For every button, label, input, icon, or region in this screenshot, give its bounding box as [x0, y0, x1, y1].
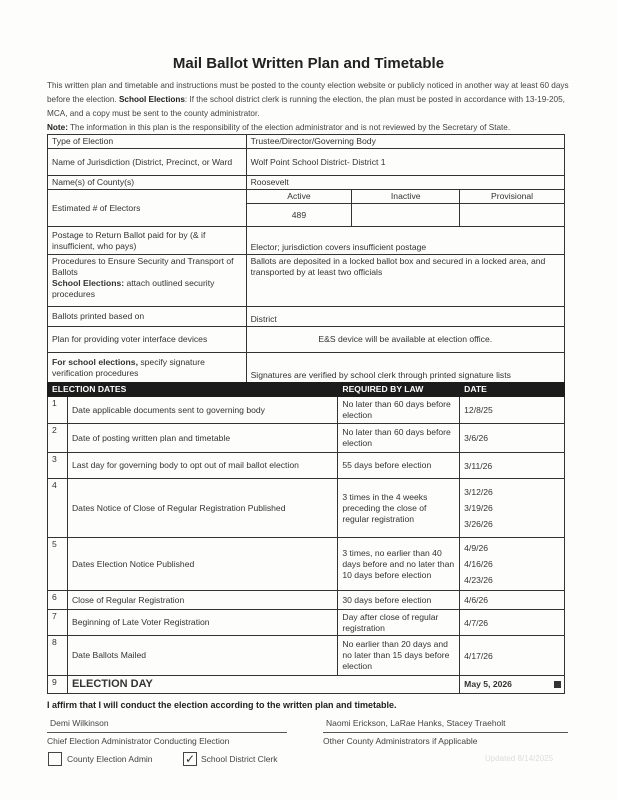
- county-value: Roosevelt: [246, 176, 564, 190]
- row-number: 8: [48, 636, 68, 676]
- row-event: Date of posting written plan and timetable: [67, 424, 337, 453]
- electors-label: Estimated # of Electors: [48, 190, 247, 227]
- row-date: 3/19/26: [464, 503, 493, 513]
- county-label: Name(s) of County(s): [48, 176, 247, 190]
- row-law: 3 times in the 4 weeks preceding the close of regular registration: [338, 479, 460, 538]
- postage-value: Elector; jurisdiction covers insufficient postage: [246, 227, 564, 255]
- row-event: Date Ballots Mailed: [67, 636, 337, 676]
- row-number: 1: [48, 397, 68, 424]
- date-row: [48, 424, 565, 453]
- row-dates: [460, 591, 565, 610]
- date-row: [48, 453, 565, 479]
- election-day-value: May 5, 2026: [464, 679, 512, 689]
- row-number: 7: [48, 610, 68, 636]
- row-dates: [460, 610, 565, 636]
- date-row: [48, 610, 565, 636]
- type-label: Type of Election: [48, 135, 247, 149]
- chief-signature-line: [47, 732, 287, 733]
- date-row: [48, 591, 565, 610]
- school-clerk-checkbox[interactable]: [183, 752, 197, 766]
- provisional-label: Provisional: [460, 190, 565, 204]
- page-title: Mail Ballot Written Plan and Timetable: [172, 55, 445, 72]
- note-bold: Note:: [47, 123, 68, 132]
- dates-header-date: DATE: [460, 383, 565, 397]
- date-row: [48, 397, 565, 424]
- school-clerk-label: School District Clerk: [201, 754, 278, 764]
- row-date: 3/11/26: [464, 460, 493, 471]
- active-label: Active: [246, 190, 352, 204]
- other-label: Other County Administrators if Applicable: [323, 736, 478, 746]
- chief-label: Chief Election Administrator Conducting Election: [47, 736, 230, 746]
- dates-header-event: ELECTION DATES: [48, 383, 338, 397]
- county-admin-checkbox[interactable]: [48, 752, 62, 766]
- scroll-marker-icon: [554, 681, 561, 688]
- other-signature-line: [323, 732, 568, 733]
- row-date: 4/6/26: [464, 595, 489, 605]
- row-law: 30 days before election: [338, 591, 460, 610]
- signature-label-text: specify signature verification procedures: [52, 356, 205, 378]
- election-day-date: [460, 676, 565, 694]
- row-law: 3 times, no earlier than 40 days before and no later than 10 days before election: [338, 538, 460, 591]
- row-dates: [460, 538, 565, 591]
- postage-label: Postage to Return Ballot paid for by (& if insufficient, who pays): [48, 227, 247, 255]
- row-law: No earlier than 20 days and no later than 15 days before election: [338, 636, 460, 676]
- other-names: Naomi Erickson, LaRae Hanks, Stacey Traeholt: [326, 718, 506, 728]
- row-number: 3: [48, 453, 68, 479]
- row-number: 2: [48, 424, 68, 453]
- date-row: [48, 479, 565, 538]
- row-dates: [460, 453, 565, 479]
- procedures-label-text: Procedures to Ensure Security and Transport of Ballots: [52, 256, 234, 277]
- affirm-statement: I affirm that I will conduct the election according to the written plan and timetable.: [47, 700, 397, 710]
- dates-header-law: REQUIRED BY LAW: [338, 383, 460, 397]
- inactive-label: Inactive: [352, 190, 460, 204]
- row-event: Beginning of Late Voter Registration: [67, 610, 337, 636]
- active-value: 489: [246, 204, 352, 227]
- row-number: 6: [48, 591, 68, 610]
- provisional-value: [460, 204, 565, 227]
- row-date: 3/6/26: [464, 433, 489, 443]
- row-event: Close of Regular Registration: [67, 591, 337, 610]
- row-date: 3/12/26: [464, 487, 493, 497]
- procedures-bold: School Elections:: [52, 278, 125, 288]
- procedures-label: [48, 255, 247, 307]
- row-dates: [460, 636, 565, 676]
- info-table: [47, 134, 565, 383]
- row-law: Day after close of regular registration: [338, 610, 460, 636]
- row-date: 4/17/26: [464, 650, 493, 661]
- interface-label: Plan for providing voter interface devices: [48, 327, 247, 353]
- intro-p1: This written plan and timetable and instructions must be posted to the county election website or publicly noticed in another way at least 60 days before the election.: [47, 81, 569, 104]
- row-event: Date applicable documents sent to governing body: [67, 397, 337, 424]
- date-row: [48, 538, 565, 591]
- type-value: Trustee/Director/Governing Body: [246, 135, 564, 149]
- row-date: 4/16/26: [464, 559, 493, 569]
- row-date: 3/26/26: [464, 519, 493, 529]
- check-icon: ✓: [184, 752, 196, 766]
- inactive-value: [352, 204, 460, 227]
- procedures-label-text2: attach outlined security procedures: [52, 278, 215, 299]
- row-event: Last day for governing body to opt out of mail ballot election: [67, 453, 337, 479]
- row-law: No later than 60 days before election: [338, 424, 460, 453]
- row-law: 55 days before election: [338, 453, 460, 479]
- election-day-label: ELECTION DAY: [67, 676, 459, 694]
- jurisdiction-label: Name of Jurisdiction (District, Precinct, or Ward: [48, 149, 247, 176]
- intro-bold: School Elections: [118, 95, 185, 104]
- county-admin-label: County Election Admin: [67, 754, 153, 764]
- row-number: 5: [48, 538, 68, 591]
- row-number: 4: [48, 479, 68, 538]
- row-event: Dates Notice of Close of Regular Registration Published: [67, 479, 337, 538]
- jurisdiction-value: Wolf Point School District- District 1: [246, 149, 564, 176]
- signature-value: Signatures are verified by school clerk through printed signature lists: [246, 353, 564, 383]
- row-date: 4/23/26: [464, 575, 493, 585]
- intro-rest: : If the school district clerk is running the election, the plan must be posted in accordance with 13-19-205, MCA, and a copy must be sent to the county administrator.: [47, 95, 565, 118]
- row-law: No later than 60 days before election: [338, 397, 460, 424]
- updated-date: Updated 8/14/2025: [485, 754, 554, 763]
- election-day-number: 9: [48, 676, 68, 694]
- interface-value: E&S device will be available at election office.: [246, 327, 564, 353]
- chief-name: Demi Wilkinson: [50, 718, 109, 728]
- row-date: 4/7/26: [464, 617, 489, 628]
- signature-bold: For school elections,: [52, 356, 138, 367]
- signature-label: [48, 353, 247, 383]
- date-row: [48, 636, 565, 676]
- dates-table: [47, 382, 565, 694]
- procedures-value: Ballots are deposited in a locked ballot box and secured in a locked area, and transported by at least two officials: [246, 255, 564, 307]
- row-dates: [460, 479, 565, 538]
- row-date: 12/8/25: [464, 405, 493, 415]
- printed-label: Ballots printed based on: [48, 307, 247, 327]
- row-date: 4/9/26: [464, 543, 489, 553]
- printed-value: District: [246, 307, 564, 327]
- row-dates: [460, 397, 565, 424]
- row-event: Dates Election Notice Published: [67, 538, 337, 591]
- intro-text: [47, 79, 572, 135]
- row-dates: [460, 424, 565, 453]
- note-text: The information in this plan is the responsibility of the election administrator and is not reviewed by the Secretary of State.: [67, 123, 511, 132]
